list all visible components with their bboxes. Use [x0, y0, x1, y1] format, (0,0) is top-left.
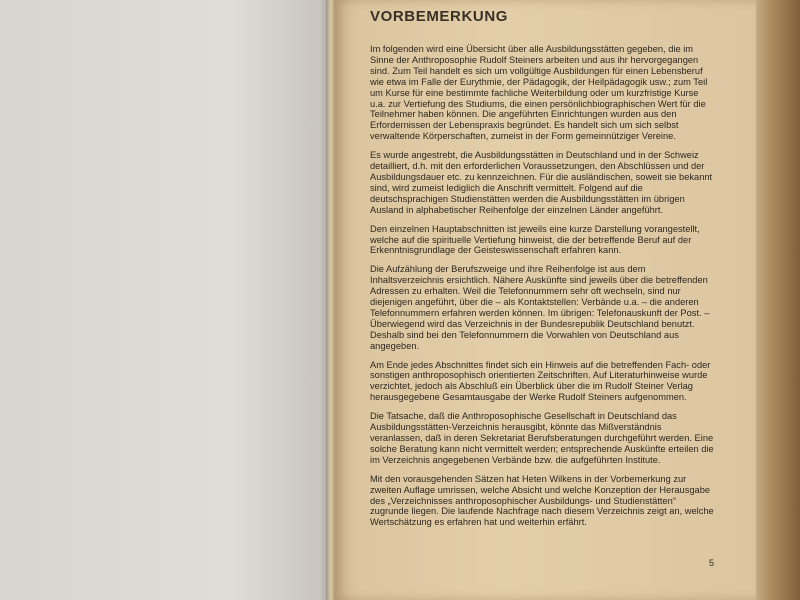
paragraph-1: Im folgenden wird eine Übersicht über alle Ausbildungsstätten gegeben, die im Sinne der Anthroposophie Rudolf Steiners arbeiten und aus ihr hervorgegangen sind. Zum Teil handelt es sich um vollgültige Ausbildungen für einen Lebensberuf wie etwa im Falle der Eurythmie, der Pädagogik, der Heilpädagogik usw.; zum Teil um Kurse für eine bestimmte fachliche Weiterbildung oder um kurzfristige Kurse u.a. zur Vertiefung des Studiums, die einen persönlichbiographischen Wert für die Teilnehmer haben können. Die angeführten Einrichtungen wurden aus den Erfordernissen der Lebenspraxis begründet. Es handelt sich um sich selbst verwaltende Körperschaften, zumeist in der Form gemeinnütziger Vereine.: [370, 44, 708, 142]
paragraph-2: Es wurde angestrebt, die Ausbildungsstätten in Deutschland und in der Schweiz detailliert, d.h. mit den erforderlichen Voraussetzungen, den Abschlüssen und der Ausbildungsdauer etc. zu kennzeichnen. Für die ausländischen, soweit sie bekannt sind, wird zumeist lediglich die Anschrift vermittelt. Folgend auf die deutschsprachigen Studienstätten werden die Ausbildungsstätten im übrigen Ausland in alphabetischer Reihenfolge der einzelnen Länder angeführt.: [370, 150, 713, 215]
paragraph-4: Die Aufzählung der Berufszweige und ihre Reihenfolge ist aus dem Inhaltsverzeichnis ersichtlich. Nähere Auskünfte sind jeweils über die betreffenden Adressen zu erhalten. Weil die Telefonnummern sehr oft wechseln, sind nur diejenigen angeführt, über die – als Kontaktstellen: Verbände u.a. – die anderen Telefonnummern erfahren werden können. Im übrigen: Telefonauskunft der Post. – Überwiegend wird das Verzeichnis in der Bundesrepublik Deutschland benutzt. Deshalb sind bei den Telefonnummern die Vorwahlen von Deutschland aus angegeben.: [370, 264, 710, 351]
page-edges: [756, 0, 800, 600]
paragraph-3: Den einzelnen Hauptabschnitten ist jeweils eine kurze Darstellung vorangestellt, welche auf die spirituelle Vertiefung hinweist, die der betreffende Beruf auf der Erkenntnisgrundlage der Geisteswissenschaft erfahren kann.: [370, 223, 700, 256]
page-title: VORBEMERKUNG: [370, 8, 509, 25]
paragraph-5: Am Ende jedes Abschnittes findet sich ein Hinweis auf die betreffenden Fach- oder sonstigen anthroposophisch orientierten Zeitschriften. Auf Literaturhinweise wurde verzichtet, jedoch als Abschluß ein Überblick über die im Rudolf Steiner Verlag herausgegebene Gesamtausgabe der Werke Rudolf Steiners aufgenommen.: [370, 359, 711, 403]
paragraph-7: Mit den vorausgehenden Sätzen hat Heten Wilkens in der Vorbemerkung zur zweiten Auflage umrissen, welche Absicht und welche Konzeption der Herausgabe des „Verzeichnisses anthroposophischer Ausbildungs- und Studienstätten“ zugrunde liegen. Die laufende Nachfrage nach diesem Verzeichnis zeigt an, welche Wertschätzung es erfahren hat und weiterhin erfährt.: [370, 473, 714, 528]
page-content: [370, 8, 716, 536]
paragraph-6: Die Tatsache, daß die Anthroposophische Gesellschaft in Deutschland das Ausbildungsstätten-Verzeichnis herausgibt, könnte das Mißverständnis veranlassen, daß in deren Sekretariat Berufsberatungen durchgeführt werden. Eine solche Beratung kann nicht vermittelt werden; entsprechende Auskünfte erteilen die im Verzeichnis angegebenen Verbände bzw. die aufgeführten Institute.: [370, 411, 714, 465]
page-number: 5: [709, 558, 715, 568]
left-blank-page: [0, 0, 330, 600]
